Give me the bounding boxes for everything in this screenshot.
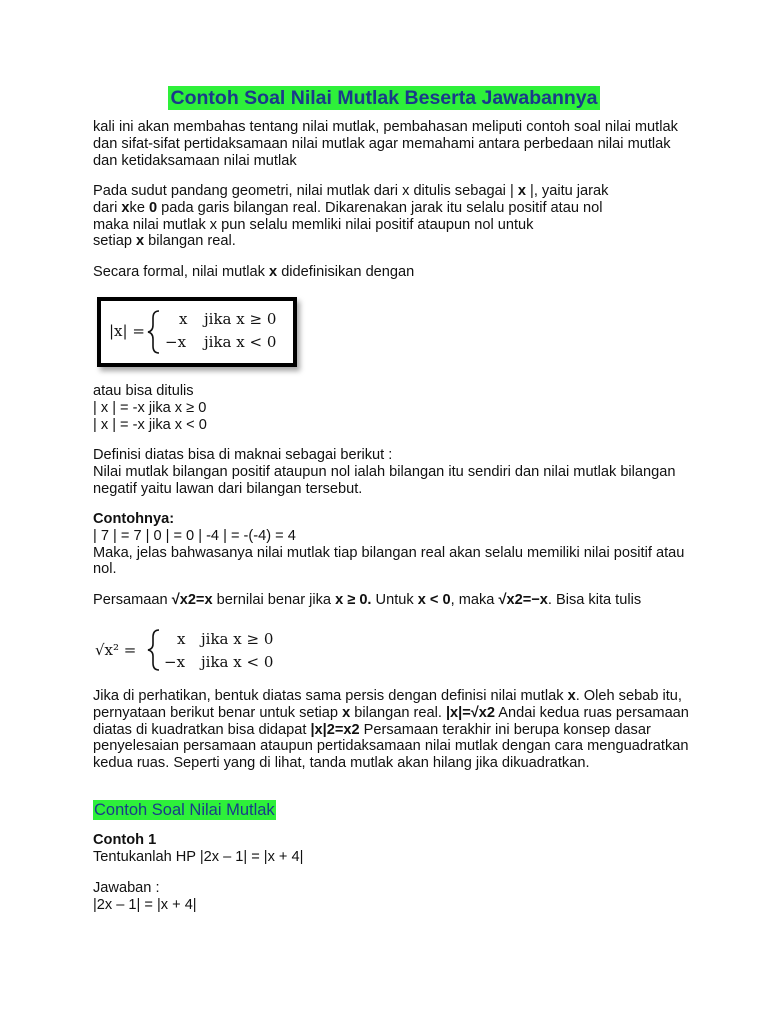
- answer-line-1: |2x – 1| = |x + 4|: [93, 896, 197, 913]
- alternative-notation: atau bisa ditulis | x | = -x jika x ≥ 0 | x | = -x jika x < 0: [93, 383, 207, 433]
- sqrt-formula-row1-value: x: [177, 630, 186, 648]
- sqrt-formula-row2-value: −x: [164, 653, 186, 671]
- explanation-paragraph: Jika di perhatikan, bentuk diatas sama persis dengan definisi nilai mutlak x. Oleh sebab itu, pernyataan berikut benar untuk setiap x bilangan real. |x|=√x2 Andai kedua ruas persamaan diatas di kuadratkan bisa didapat |x|2=x2 Persamaan terakhir ini berupa konsep dasar penyelesaian persamaan ataupun pertidaksamaan nilai mutlak dengan cara menguadratkan kedua ruas. Seperti yang di lihat, tanda mutlak akan hilang jika dikuadratkan.: [93, 688, 689, 772]
- sqrt-formula-row1-condition: jika x ≥ 0: [201, 630, 274, 648]
- formula-row1-condition: jika x ≥ 0: [204, 310, 277, 328]
- example-1: [93, 832, 693, 866]
- square-root-definition-formula: [93, 624, 293, 674]
- formula-row2-condition: jika x < 0: [204, 333, 277, 351]
- example-1-answer: [93, 880, 693, 914]
- formula-row2-value: −x: [165, 333, 187, 351]
- answer-label: Jawaban :: [93, 880, 160, 896]
- page-title-text: Contoh Soal Nilai Mutlak Beserta Jawabannya: [168, 86, 601, 110]
- example-1-question: Tentukanlah HP |2x – 1| = |x + 4|: [93, 848, 304, 865]
- geometry-paragraph: Pada sudut pandang geometri, nilai mutlak dari x ditulis sebagai | x |, yaitu jarak dari xke 0 pada garis bilangan real. Dikarenakan jarak itu selalu positif atau nol maka nilai mutlak x pun selalu memliki nilai positif ataupun nol untuk setiap x bilangan real.: [93, 183, 609, 250]
- formal-definition-text: Secara formal, nilai mutlak x didefinisikan dengan: [93, 264, 415, 280]
- formula-row1-value: x: [179, 310, 188, 328]
- page-title: [0, 86, 768, 110]
- sqrt-formula-lhs: √x² =: [95, 641, 137, 659]
- section-heading: [93, 800, 276, 820]
- examples-paragraph: Contohnya: | 7 | = 7 | 0 | = 0 | -4 | = -(-4) = 4 Maka, jelas bahwasanya nilai mutlak tiap bilangan real akan selalu memiliki nilai positif atau nol.: [93, 511, 685, 578]
- sqrt-formula-row2-condition: jika x < 0: [201, 653, 274, 671]
- example-1-label: Contoh 1: [93, 832, 157, 848]
- section-heading-text: Contoh Soal Nilai Mutlak: [94, 801, 275, 819]
- definition-meaning: Definisi diatas bisa di maknai sebagai berikut : Nilai mutlak bilangan positif ataupun nol ialah bilangan itu sendiri dan nilai mutlak bilangan negatif yaitu lawan dari bilangan tersebut.: [93, 447, 676, 497]
- absolute-value-definition-formula: [97, 297, 297, 367]
- square-root-statement: Persamaan √x2=x bernilai benar jika x ≥ 0. Untuk x < 0, maka √x2=−x. Bisa kita tulis: [93, 592, 642, 608]
- formula-lhs: |x| =: [109, 322, 145, 340]
- intro-paragraph: kali ini akan membahas tentang nilai mutlak, pembahasan meliputi contoh soal nilai mutlak dan sifat-sifat pertidaksamaan nilai mutlak agar memahami antara perbedaan nilai mutlak dan ketidaksamaan nilai mutlak: [93, 119, 678, 169]
